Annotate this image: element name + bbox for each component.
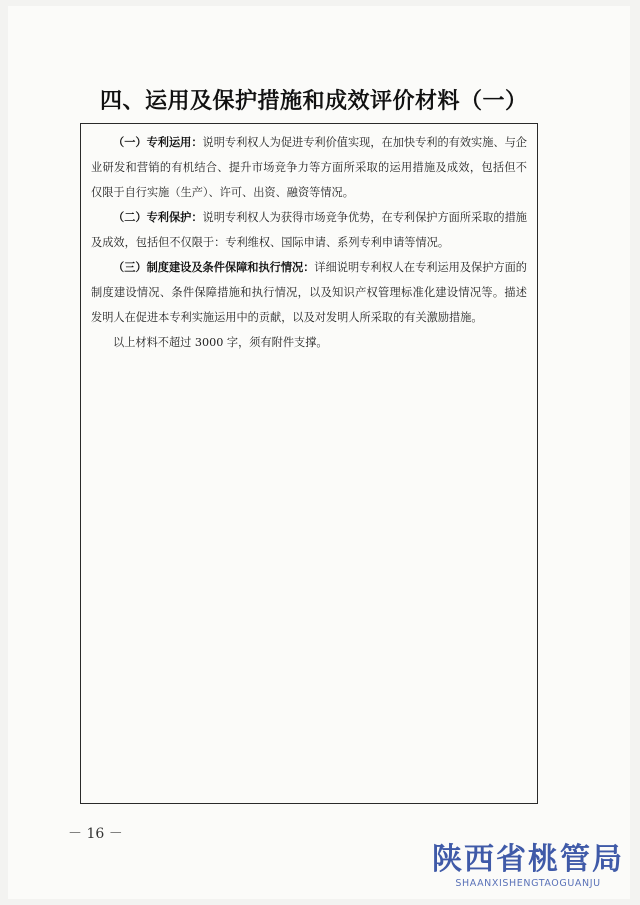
section-system-building bbox=[91, 255, 527, 330]
section-label: （一）专利运用： bbox=[113, 135, 203, 149]
word-limit-note: 以上材料不超过 3000 字，须有附件支撑。 bbox=[113, 336, 328, 349]
watermark bbox=[428, 842, 628, 890]
content-box bbox=[80, 123, 538, 804]
section-patent-use bbox=[91, 130, 527, 205]
watermark-chinese: 陕西省桃管局 bbox=[432, 842, 624, 877]
watermark-pinyin: SHAANXISHENGTAOGUANJU bbox=[455, 878, 601, 889]
page-number: － 16 － bbox=[68, 826, 123, 842]
section-label: （二）专利保护： bbox=[113, 210, 203, 224]
section-patent-protection bbox=[91, 205, 527, 255]
section-label: （三）制度建设及条件保障和执行情况： bbox=[113, 260, 315, 274]
section-text: 说明专利权人为获得市场竞争优势，在专利保护方面所采取的措施及成效，包括但不仅限于：专利维权、国际申请、系列专利申请等情况。 bbox=[91, 211, 527, 249]
section-text: 说明专利权人为促进专利价值实现，在加快专利的有效实施、与企业研发和营销的有机结合、提升市场竞争力等方面所采取的运用措施及成效，包括但不仅限于自行实施（生产）、许可、出资、融资等情况。 bbox=[91, 136, 527, 199]
page-title: 四、运用及保护措施和成效评价材料（一） bbox=[100, 88, 528, 114]
section-text: 详细说明专利权人在专利运用及保护方面的制度建设情况、条件保障措施和执行情况，以及知识产权管理标准化建设情况等。描述发明人在促进本专利实施运用中的贡献，以及对发明人所采取的有关激励措施。 bbox=[91, 261, 527, 324]
